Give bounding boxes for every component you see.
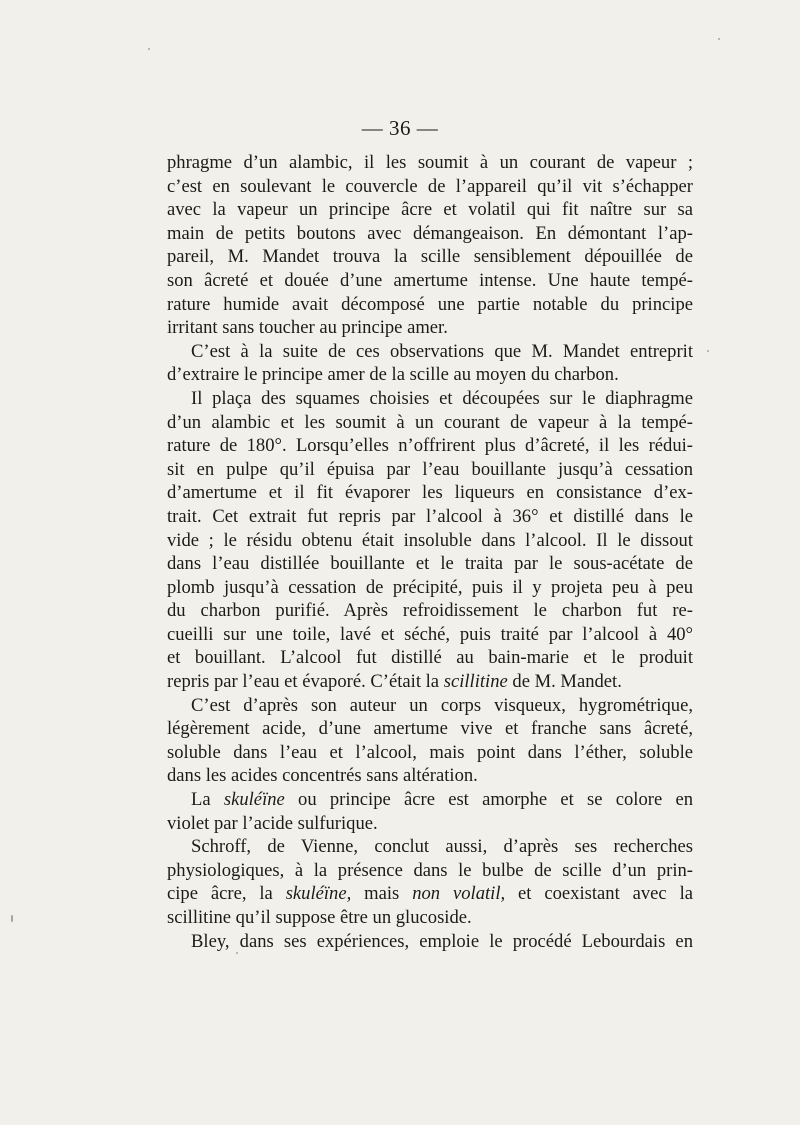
text-line: C’est d’après son auteur un corps visqueux, hygrométrique,: [191, 694, 693, 716]
text-line: Schroff, de Vienne, conclut aussi, d’après ses recherches: [191, 836, 693, 858]
text-line: scillitine qu’il suppose être un glucoside.: [167, 907, 472, 928]
paper-speck: [148, 48, 150, 50]
italic-term: non volatil,: [412, 883, 506, 905]
text-segment: mais: [351, 883, 413, 905]
text-line: Il plaça des squames choisies et découpées sur le diaphragme: [191, 387, 693, 409]
page-number: — 36 —: [361, 116, 439, 140]
paper-speck: [236, 952, 238, 954]
italic-term: skuléïne: [223, 789, 285, 811]
text-line: physiologiques, à la présence dans le bulbe de scille d’un prin-: [167, 859, 693, 881]
text-line: main de petits boutons avec démangeaison. En démontant l’ap-: [167, 222, 693, 244]
text-segment: repris par l’eau et évaporé. C’était la: [167, 671, 444, 693]
text-line: son âcreté et douée d’une amertume intense. Une haute tempé-: [167, 269, 693, 291]
text-line: rature de 180°. Lorsqu’elles n’offrirent plus d’âcreté, il les rédui-: [167, 435, 693, 457]
text-segment: ou principe âcre est amorphe et se colore en: [284, 789, 694, 811]
text-line: cueilli sur une toile, lavé et séché, puis traité par l’alcool à 40°: [167, 623, 693, 645]
text-line: pareil, M. Mandet trouva la scille sensiblement dépouillée de: [167, 246, 693, 268]
italic-term: scillitine: [443, 671, 508, 693]
text-segment: cipe âcre, la: [167, 883, 286, 905]
text-line: soluble dans l’eau et l’alcool, mais point dans l’éther, soluble: [167, 741, 693, 763]
text-line: [167, 882, 693, 906]
text-line: du charbon purifié. Après refroidissement le charbon fut re-: [167, 600, 693, 622]
paper-speck: [11, 915, 13, 922]
paper-speck: [718, 38, 720, 40]
text-line: et bouillant. L’alcool fut distillé au bain-marie et le produit: [167, 647, 693, 669]
text-segment: La: [191, 789, 224, 811]
italic-term: skuléïne,: [285, 883, 352, 905]
text-line: rature humide avait décomposé une partie notable du principe: [167, 293, 693, 315]
text-line: C’est à la suite de ces observations que M. Mandet entreprit: [191, 340, 693, 362]
text-line: trait. Cet extrait fut repris par l’alcool à 36° et distillé dans le: [167, 505, 693, 527]
text-line: d’extraire le principe amer de la scille au moyen du charbon.: [167, 364, 619, 386]
text-line: c’est en soulevant le couvercle de l’appareil qu’il vit s’échapper: [167, 175, 693, 197]
text-line: dans les acides concentrés sans altération.: [167, 765, 478, 787]
text-line: vide ; le résidu obtenu était insoluble dans l’alcool. Il le dissout: [167, 529, 693, 551]
text-line: [167, 788, 693, 812]
text-line: [167, 670, 693, 694]
text-line: sit en pulpe qu’il épuisa par l’eau bouillante jusqu’à cessation: [167, 458, 693, 480]
text-line: d’un alambic et les soumit à un courant de vapeur à la tempé-: [167, 411, 693, 433]
text-line: plomb jusqu’à cessation de précipité, puis il y projeta peu à peu: [167, 576, 693, 598]
body-text: [167, 151, 693, 953]
text-line: d’amertume et il fit évaporer les liqueurs en consistance d’ex-: [167, 482, 693, 504]
text-line: irritant sans toucher au principe amer.: [167, 317, 448, 339]
text-line: avec la vapeur un principe âcre et volatil qui fit naître sur sa: [167, 199, 693, 221]
text-line: violet par l’acide sulfurique.: [167, 812, 378, 834]
text-line: Bley, dans ses expériences, emploie le procédé Lebourdais en: [191, 930, 693, 952]
text-segment: et coexistant avec la: [505, 883, 694, 905]
text-line: légèrement acide, d’une amertume vive et franche sans âcreté,: [167, 718, 693, 740]
paper-speck: [707, 350, 709, 352]
text-line: phragme d’un alambic, il les soumit à un courant de vapeur ;: [167, 152, 693, 173]
text-line: dans l’eau distillée bouillante et le traita par le sous-acétate de: [167, 553, 693, 575]
text-segment: de M. Mandet.: [507, 671, 622, 693]
